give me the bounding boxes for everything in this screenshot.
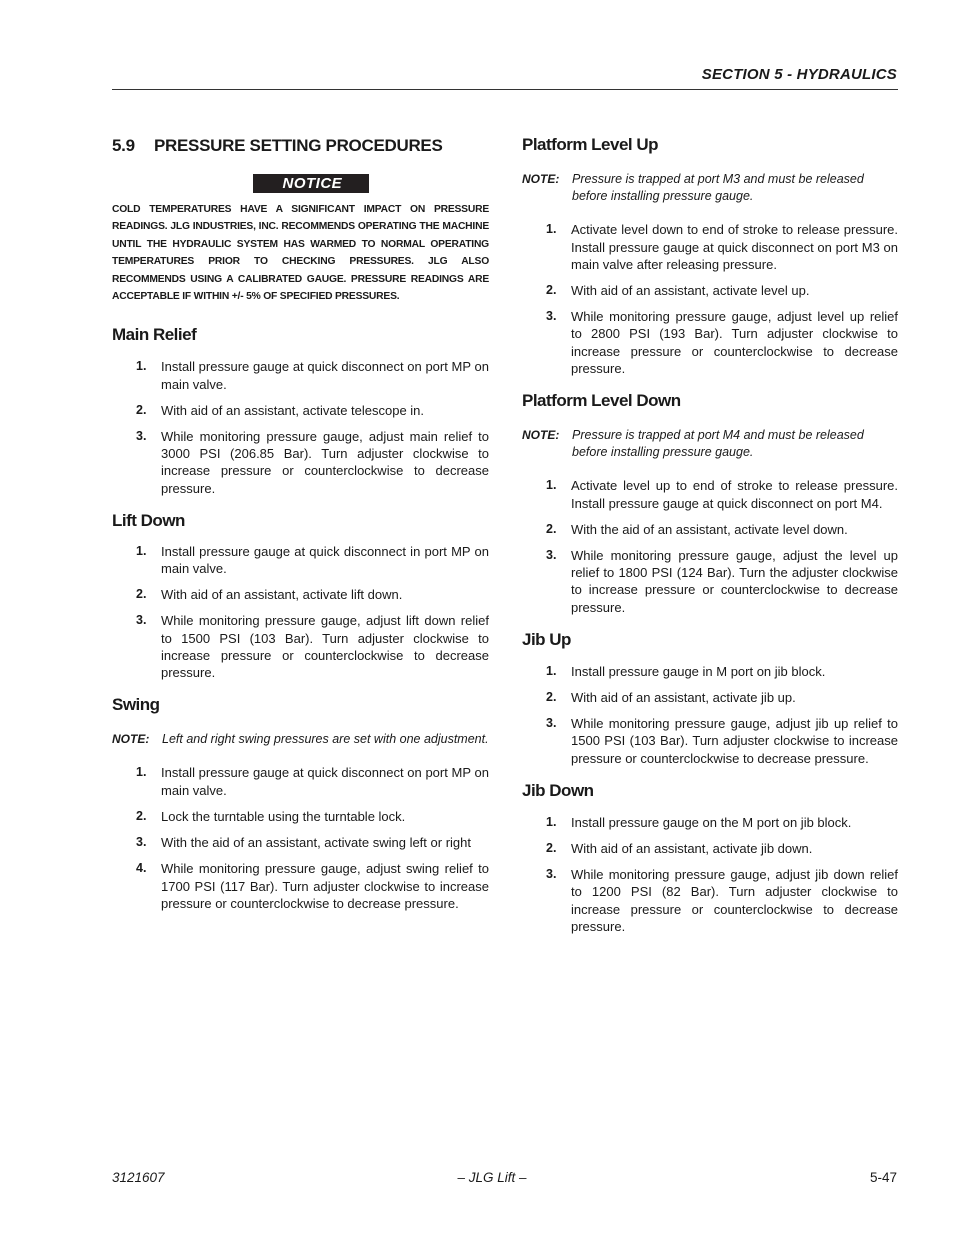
- list-item: [522, 715, 898, 767]
- notice-text: COLD TEMPERATURES HAVE A SIGNIFICANT IMPACT ON PRESSURE READINGS. JLG INDUSTRIES, INC. RECOMMENDS OPERATING THE MACHINE UNTIL THE HYDRAULIC SYSTEM HAS WARMED TO NORMAL OPERATING TEMPERATURES PRIOR TO CHECKING PRESSURES. JLG ALSO RECOMMENDS USING A CALIBRATED GAUGE. PRESSURE READINGS ARE ACCEPTABLE IF WITHIN +/- 5% OF SPECIFIED PRESSURES.: [112, 204, 489, 303]
- jib-down-steps: [522, 814, 898, 935]
- list-item: [522, 689, 898, 706]
- platform-level-down-steps: [522, 477, 898, 615]
- platform-level-down-heading: Platform Level Down: [522, 391, 681, 411]
- list-item: [522, 221, 898, 273]
- list-item: [522, 282, 898, 299]
- swing-heading: Swing: [112, 695, 160, 715]
- list-item: [112, 834, 489, 851]
- step-number: 2.: [136, 402, 147, 417]
- header-rule: [112, 89, 898, 90]
- list-item: [112, 764, 489, 798]
- step-number: 2.: [546, 690, 557, 705]
- step-number: 3.: [546, 716, 557, 731]
- list-item: [112, 612, 489, 681]
- step-text: With the aid of an assistant, activate swing left or right: [161, 835, 471, 851]
- swing-note: [112, 731, 489, 748]
- platform-level-up-heading: Platform Level Up: [522, 135, 659, 154]
- footer-page-number: 5-47: [869, 1170, 897, 1185]
- list-item: [522, 547, 898, 616]
- step-number: 1.: [136, 765, 147, 780]
- step-number: 2.: [546, 283, 557, 298]
- list-item: [112, 428, 489, 497]
- step-text: Activate level down to end of stroke to release pressure. Install pressure gauge at quick disconnect on port M3 on main valve after releasing pressure.: [571, 222, 898, 272]
- step-number: 1.: [136, 543, 147, 558]
- lift-down-heading: Lift Down: [112, 510, 185, 530]
- jib-up-heading: Jib Up: [522, 629, 571, 649]
- list-item: [112, 358, 489, 392]
- step-text: Install pressure gauge at quick disconnect in port MP on main valve.: [161, 543, 489, 577]
- step-number: 2.: [136, 587, 147, 602]
- list-item: [522, 521, 898, 538]
- step-text: With aid of an assistant, activate level up.: [571, 283, 810, 299]
- step-text: Install pressure gauge on the M port on jib block.: [571, 814, 852, 830]
- step-number: 2.: [546, 521, 557, 536]
- step-number: 1.: [546, 478, 557, 493]
- step-number: 2.: [136, 808, 147, 823]
- main-relief-steps: [112, 358, 489, 496]
- swing-steps: [112, 764, 489, 911]
- jib-up-steps: [522, 663, 898, 767]
- note-text: Pressure is trapped at port M3 and must be released before installing pressure gauge.: [572, 172, 864, 204]
- step-text: While monitoring pressure gauge, adjust level up relief to 2800 PSI (193 Bar). Turn adjuster clockwise to increase pressure or counterclockwise to decrease pressure.: [571, 309, 898, 376]
- step-text: With aid of an assistant, activate lift down.: [161, 587, 403, 603]
- note-label: NOTE:: [522, 172, 560, 186]
- step-text: Lock the turntable using the turntable lock.: [161, 808, 406, 824]
- main-relief-heading: Main Relief: [112, 325, 197, 345]
- note-label: NOTE:: [522, 428, 560, 443]
- note-label: NOTE:: [112, 732, 150, 747]
- step-text: Install pressure gauge at quick disconnect on port MP on main valve.: [161, 765, 489, 798]
- lift-down-steps: [112, 543, 489, 681]
- platform-level-down-note: [522, 427, 898, 461]
- section-title-text: PRESSURE SETTING PROCEDURES: [154, 136, 443, 155]
- step-number: 3.: [546, 867, 557, 882]
- section-header: SECTION 5 - HYDRAULICS: [701, 66, 897, 83]
- step-text: With the aid of an assistant, activate level down.: [571, 521, 848, 537]
- list-item: [112, 808, 489, 825]
- step-number: 4.: [136, 861, 147, 876]
- notice-header: [132, 174, 489, 193]
- footer-doc-number: 3121607: [112, 1170, 165, 1185]
- list-item: [112, 543, 489, 577]
- section-title: [112, 136, 489, 156]
- step-number: 1.: [546, 222, 557, 237]
- jib-down-heading: Jib Down: [522, 780, 594, 800]
- step-number: 1.: [546, 814, 557, 829]
- note-text: Left and right swing pressures are set with one adjustment.: [162, 732, 489, 747]
- list-item: [112, 402, 489, 419]
- step-number: 1.: [546, 663, 557, 678]
- step-text: While monitoring pressure gauge, adjust the level up relief to 1800 PSI (124 Bar). Turn the adjuster clockwise to increase pressure or counterclockwise to decrease pressure.: [571, 548, 898, 615]
- step-text: While monitoring pressure gauge, adjust swing relief to 1700 PSI (117 Bar). Turn adjuster clockwise to increase pressure or counterclockwise to decrease pressure.: [161, 861, 489, 911]
- step-number: 3.: [136, 835, 147, 850]
- note-text: Pressure is trapped at port M4 and must be released before installing pressure gauge.: [572, 428, 864, 460]
- list-item: [522, 663, 898, 680]
- section-number: 5.9: [112, 136, 135, 155]
- platform-level-up-note: [522, 171, 898, 205]
- step-text: While monitoring pressure gauge, adjust lift down relief to 1500 PSI (103 Bar). Turn adjuster clockwise to increase pressure or counterclockwise to decrease pressure.: [161, 613, 489, 681]
- left-column: [112, 132, 489, 921]
- footer-center: – JLG Lift –: [457, 1170, 527, 1185]
- right-column: [522, 132, 898, 944]
- step-number: 1.: [136, 359, 147, 374]
- step-number: 3.: [546, 548, 557, 563]
- step-text: While monitoring pressure gauge, adjust jib up relief to 1500 PSI (103 Bar). Turn adjuster clockwise to increase pressure or counterclockwise to decrease pressure.: [571, 716, 898, 766]
- step-number: 3.: [136, 613, 147, 628]
- list-item: [112, 860, 489, 912]
- step-text: Install pressure gauge in M port on jib block.: [571, 663, 826, 679]
- list-item: [522, 866, 898, 935]
- list-item: [522, 840, 898, 857]
- step-text: With aid of an assistant, activate jib up.: [571, 690, 796, 706]
- step-number: 3.: [546, 309, 557, 324]
- list-item: [522, 814, 898, 831]
- notice-label: NOTICE: [253, 174, 369, 193]
- step-number: 3.: [136, 429, 147, 444]
- step-text: With aid of an assistant, activate jib down.: [571, 841, 813, 857]
- list-item: [522, 477, 898, 511]
- platform-level-up-steps: [522, 221, 898, 377]
- list-item: [522, 308, 898, 377]
- step-number: 2.: [546, 841, 557, 856]
- step-text: While monitoring pressure gauge, adjust jib down relief to 1200 PSI (82 Bar). Turn adjuster clockwise to increase pressure or counterclockwise to decrease pressure.: [571, 867, 898, 934]
- list-item: [112, 586, 489, 603]
- step-text: With aid of an assistant, activate telescope in.: [161, 402, 425, 418]
- step-text: Activate level up to end of stroke to release pressure. Install pressure gauge at quick disconnect on port M4.: [571, 478, 898, 511]
- step-text: Install pressure gauge at quick disconnect on port MP on main valve.: [161, 359, 489, 392]
- step-text: While monitoring pressure gauge, adjust main relief to 3000 PSI (206.85 Bar). Turn adjuster clockwise to increase pressure or counterclockwise to decrease pressure.: [161, 429, 489, 496]
